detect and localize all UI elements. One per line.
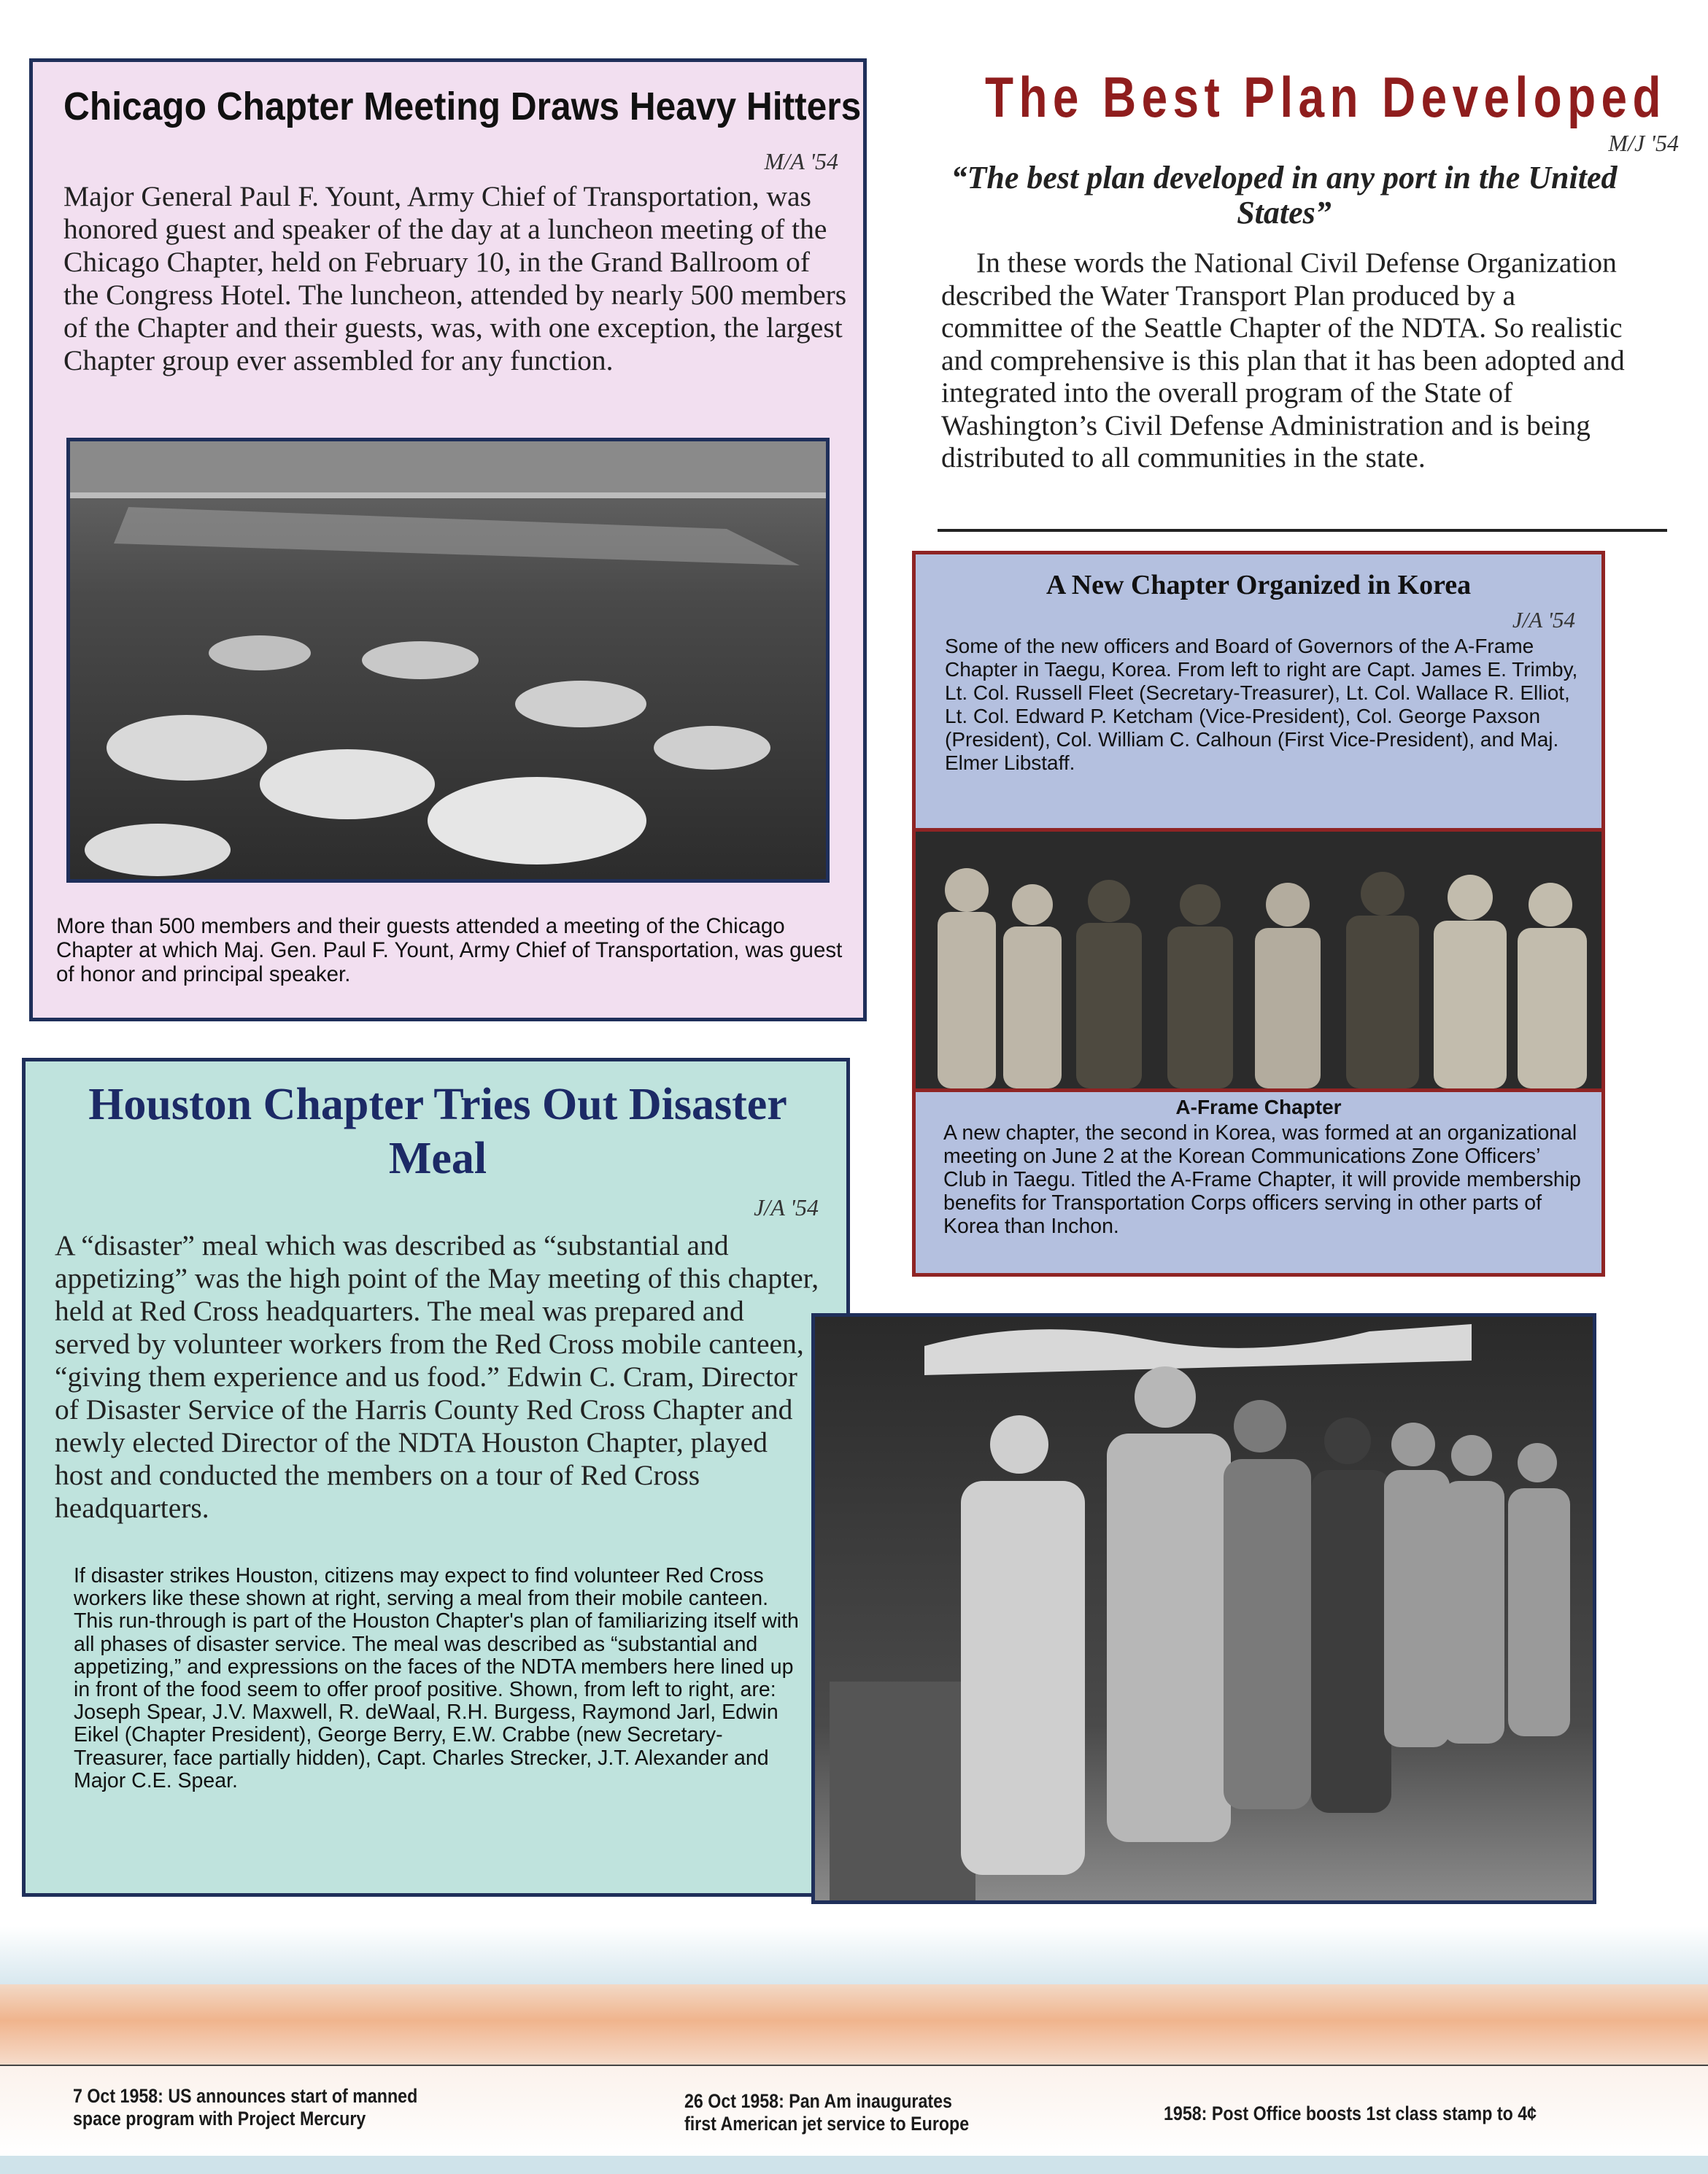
best-plan-title: The Best Plan Developed xyxy=(985,65,1666,129)
chicago-article-body: Major General Paul F. Yount, Army Chief of Transportation, was honored guest and speaker of the day at a luncheon meeting of the Chicago Chapter, held on February 10, in the Grand Ballroom of the Congress Hotel. The luncheon, attended by nearly 500 members of the Chapter and their guests, was, with one exception, the largest Chapter group ever assembled for any function. xyxy=(63,180,847,376)
houston-article-box xyxy=(22,1058,850,1897)
korea-article-body: Some of the new officers and Board of Governors of the A-Frame Chapter in Taegu, Korea. From left to right are Capt. James E. Trimby, Lt. Col. Russell Fleet (Secretary-Treasurer), Lt. Col. Wallace R. Elliot, Lt. Col. Edward P. Ketcham (Vice-President), Col. George Paxson (President), Col. William C. Calhoun (First Vice-President), and Maj. Elmer Libstaff. xyxy=(945,635,1578,774)
houston-article-date: J/A '54 xyxy=(754,1194,819,1221)
chicago-article-title: Chicago Chapter Meeting Draws Heavy Hitters xyxy=(63,85,862,128)
timeline-item-pan-am xyxy=(684,2090,969,2135)
chicago-ballroom-photo xyxy=(66,438,830,883)
korea-caption-title: A-Frame Chapter xyxy=(1175,1096,1342,1118)
korea-article-box xyxy=(912,551,1605,1277)
korea-article-title: A New Chapter Organized in Korea xyxy=(1046,570,1472,600)
chicago-article-date: M/A '54 xyxy=(764,148,838,174)
section-divider xyxy=(938,529,1667,532)
timeline-item-pan-am-line1: 26 Oct 1958: Pan Am inaugurates xyxy=(684,2090,952,2112)
timeline-item-mercury xyxy=(73,2085,417,2130)
best-plan-body: In these words the National Civil Defense Organization described the Water Transport Plan produced by a committee of the Seattle Chapter of the NDTA. So realistic and comprehensive is this plan that it has been adopted and integrated into the overall program of the State of Washington’s Civil Defense Administration and is being distributed to all communities in the state. xyxy=(941,247,1625,473)
chicago-article-box xyxy=(29,58,867,1021)
footer-band-top xyxy=(0,1926,1708,1984)
officers-photo-image xyxy=(916,832,1601,1088)
best-plan-quote: “The best plan developed in any port in the United States” xyxy=(951,160,1618,231)
chicago-photo-caption: More than 500 members and their guests attended a meeting of the Chicago Chapter at which Maj. Gen. Paul F. Yount, Army Chief of Transportation, was guest of honor and principal speaker. xyxy=(56,914,843,986)
footer-band-bottom xyxy=(0,2156,1708,2174)
houston-photo-caption: If disaster strikes Houston, citizens may expect to find volunteer Red Cross workers like these shown at right, serving a meal from their mobile canteen. This run-through is part of the Houston Chapter's plan of familiarizing itself with all phases of disaster service. The meal was described as “substantial and appetizing,” and expressions on the faces of the NDTA members here lined up in front of the food seem to offer proof positive. Shown, from left to right, are: Joseph Spear, J.V. Maxwell, R. deWaal, R.H. Burgess, Raymond Jarl, Edwin Eikel (Chapter President), George Berry, E.W. Crabbe (new Secretary-Treasurer, face partially hidden), Capt. Charles Strecker, J.T. Alexander and Major C.E. Spear. xyxy=(74,1564,799,1792)
timeline-item-mercury-line1: 7 Oct 1958: US announces start of manned xyxy=(73,2085,418,2107)
meal-line-photo-image xyxy=(815,1317,1593,1900)
timeline-item-stamp: 1958: Post Office boosts 1st class stamp to 4¢ xyxy=(1164,2103,1537,2124)
best-plan-date: M/J '54 xyxy=(1608,130,1679,156)
houston-meal-line-photo xyxy=(811,1313,1596,1904)
houston-article-body: A “disaster” meal which was described as “substantial and appetizing” was the high point of the May meeting of this chapter, held at Red Cross headquarters. The meal was prepared and served by volunteer workers from the Red Cross mobile canteen, “giving them experience and us food.” Edwin C. Cram, Director of Disaster Service of the Harris County Red Cross Chapter and newly elected Director of the NDTA Houston Chapter, played host and conducted the members on a tour of Red Cross headquarters. xyxy=(55,1229,819,1524)
houston-article-title: Houston Chapter Tries Out Disaster Meal xyxy=(88,1080,787,1183)
timeline-item-pan-am-line2: first American jet service to Europe xyxy=(684,2113,970,2135)
korea-article-date: J/A '54 xyxy=(1512,607,1575,633)
ballroom-photo-image xyxy=(70,441,826,879)
timeline-item-mercury-line2: space program with Project Mercury xyxy=(73,2108,366,2129)
korea-officers-photo xyxy=(916,828,1601,1092)
footer-band-gradient xyxy=(0,1984,1708,2065)
korea-caption-body: A new chapter, the second in Korea, was formed at an organizational meeting on June 2 at the Korean Communications Zone Officers’ Club in Taegu. Titled the A-Frame Chapter, it will provide membership benefits for Transportation Corps officers serving in other parts of Korea than Inchon. xyxy=(943,1121,1581,1238)
